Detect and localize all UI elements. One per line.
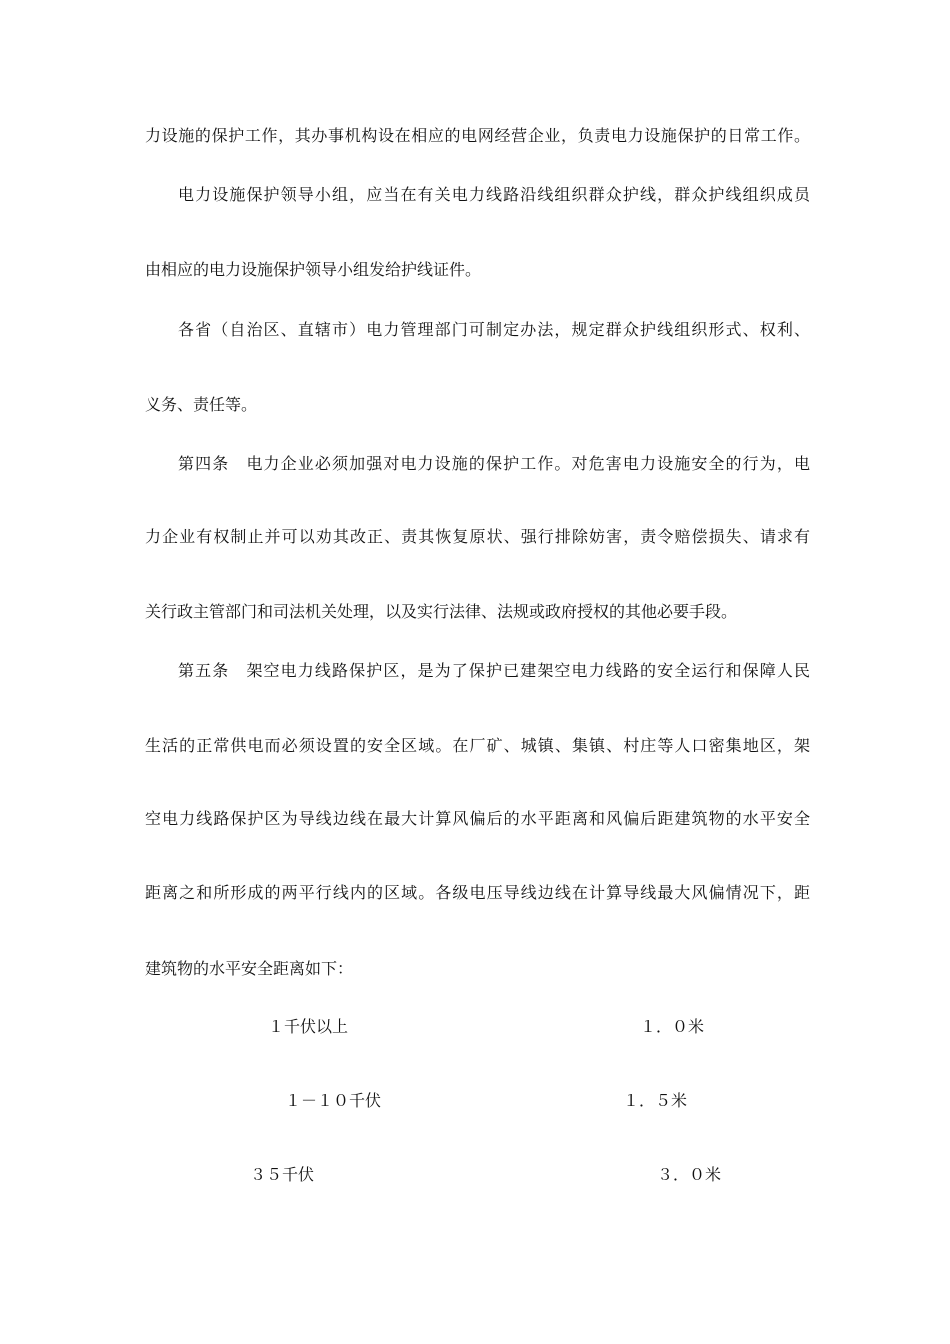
article-5-line: 空电力线路保护区为导线边线在最大计算风偏后的水平距离和风偏后距建筑物的水平安全 (145, 809, 810, 828)
paragraph-line: 力设施的保护工作，其办事机构设在相应的电网经营企业，负责电力设施保护的日常工作。 (145, 126, 810, 145)
paragraph-line: 各省（自治区、直辖市）电力管理部门可制定办法，规定群众护线组织形式、权利、 (178, 320, 810, 339)
voltage-cell: ３５千伏 (250, 1165, 315, 1184)
paragraph-line: 电力设施保护领导小组，应当在有关电力线路沿线组织群众护线，群众护线组织成员 (178, 185, 810, 204)
article-5-line: 生活的正常供电而必须设置的安全区域。在厂矿、城镇、集镇、村庄等人口密集地区，架 (145, 736, 810, 755)
voltage-cell: １千伏以上 (268, 1017, 349, 1036)
article-5-line: 距离之和所形成的两平行线内的区域。各级电压导线边线在计算导线最大风偏情况下，距 (145, 883, 810, 902)
distance-cell: １．５米 (623, 1091, 688, 1110)
distance-cell: １．０米 (640, 1017, 705, 1036)
article-4-line: 第四条 电力企业必须加强对电力设施的保护工作。对危害电力设施安全的行为，电 (178, 454, 810, 473)
article-5-line: 建筑物的水平安全距离如下： (145, 959, 354, 978)
article-4-line: 关行政主管部门和司法机关处理，以及实行法律、法规或政府授权的其他必要手段。 (145, 602, 738, 621)
paragraph-line: 由相应的电力设施保护领导小组发给护线证件。 (145, 260, 482, 279)
paragraph-line: 义务、责任等。 (145, 395, 258, 414)
article-4-line: 力企业有权制止并可以劝其改正、责其恢复原状、强行排除妨害，责令赔偿损失、请求有 (145, 527, 810, 546)
article-5-line: 第五条 架空电力线路保护区，是为了保护已建架空电力线路的安全运行和保障人民 (178, 661, 810, 680)
distance-cell: ３．０米 (657, 1165, 722, 1184)
voltage-cell: １－１０千伏 (285, 1091, 382, 1110)
